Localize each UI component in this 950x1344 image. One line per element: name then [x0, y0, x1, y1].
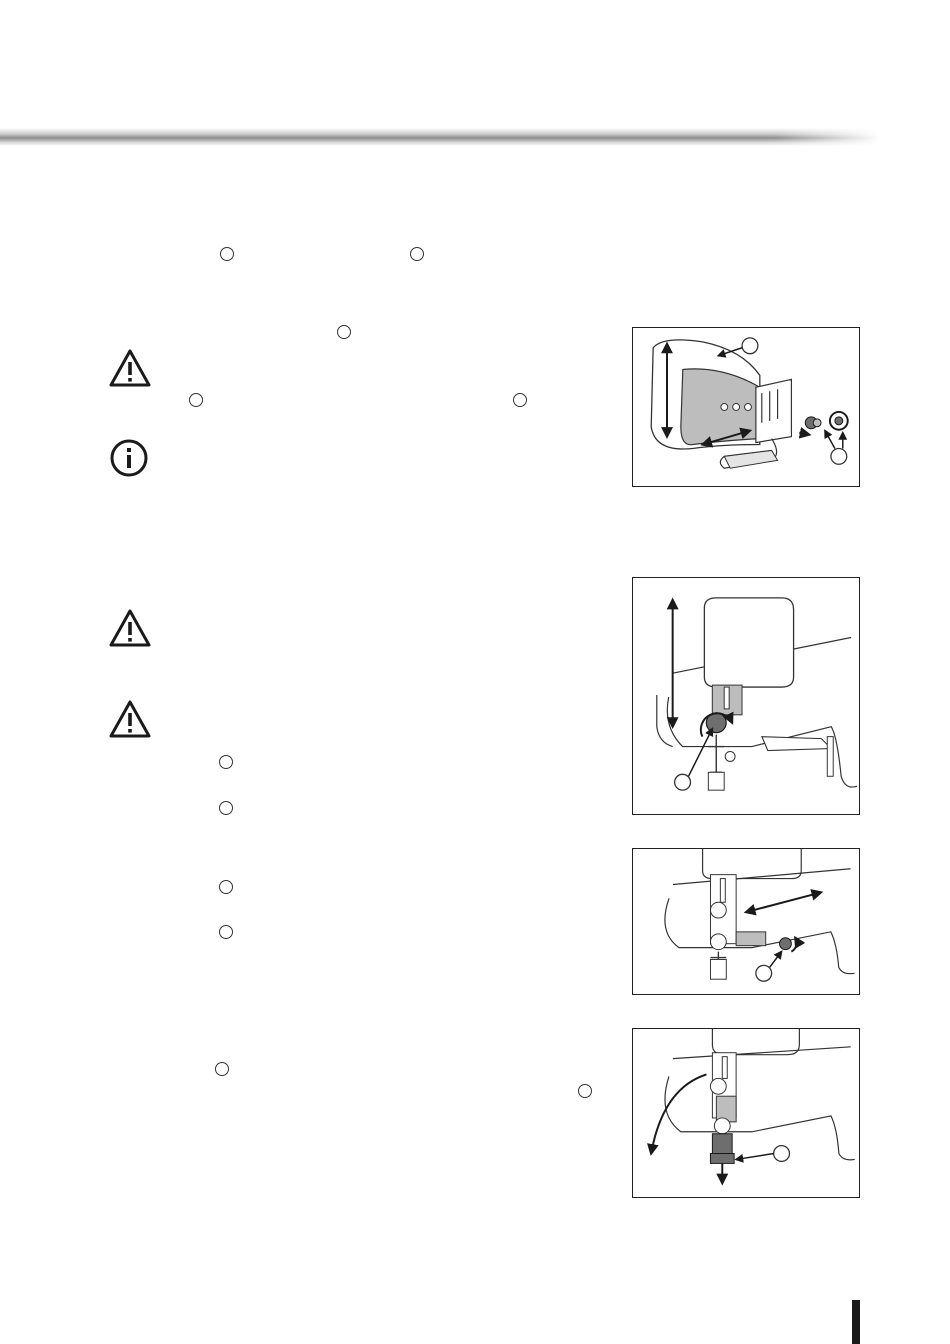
header-divider: [0, 128, 880, 146]
fig-lateral-support: [632, 327, 860, 487]
reference-marker: [220, 247, 234, 261]
reference-marker: [410, 247, 424, 261]
warning-triangle-icon: [108, 348, 152, 388]
reference-marker: [219, 801, 233, 815]
fig-headrest-depth: [632, 848, 860, 995]
reference-marker: [219, 880, 233, 894]
warning-triangle-icon: [108, 608, 152, 648]
warning-triangle-icon: [108, 699, 152, 739]
fig-headrest-height: [632, 577, 860, 815]
reference-marker: [219, 925, 233, 939]
reference-marker: [337, 325, 351, 339]
reference-marker: [513, 393, 527, 407]
reference-marker: [578, 1084, 592, 1098]
reference-marker: [219, 755, 233, 769]
fig-headrest-swing: [632, 1028, 860, 1198]
reference-marker: [215, 1062, 229, 1076]
info-circle-icon: [108, 437, 150, 479]
page-edge-tab: [852, 1300, 860, 1344]
reference-marker: [189, 393, 203, 407]
